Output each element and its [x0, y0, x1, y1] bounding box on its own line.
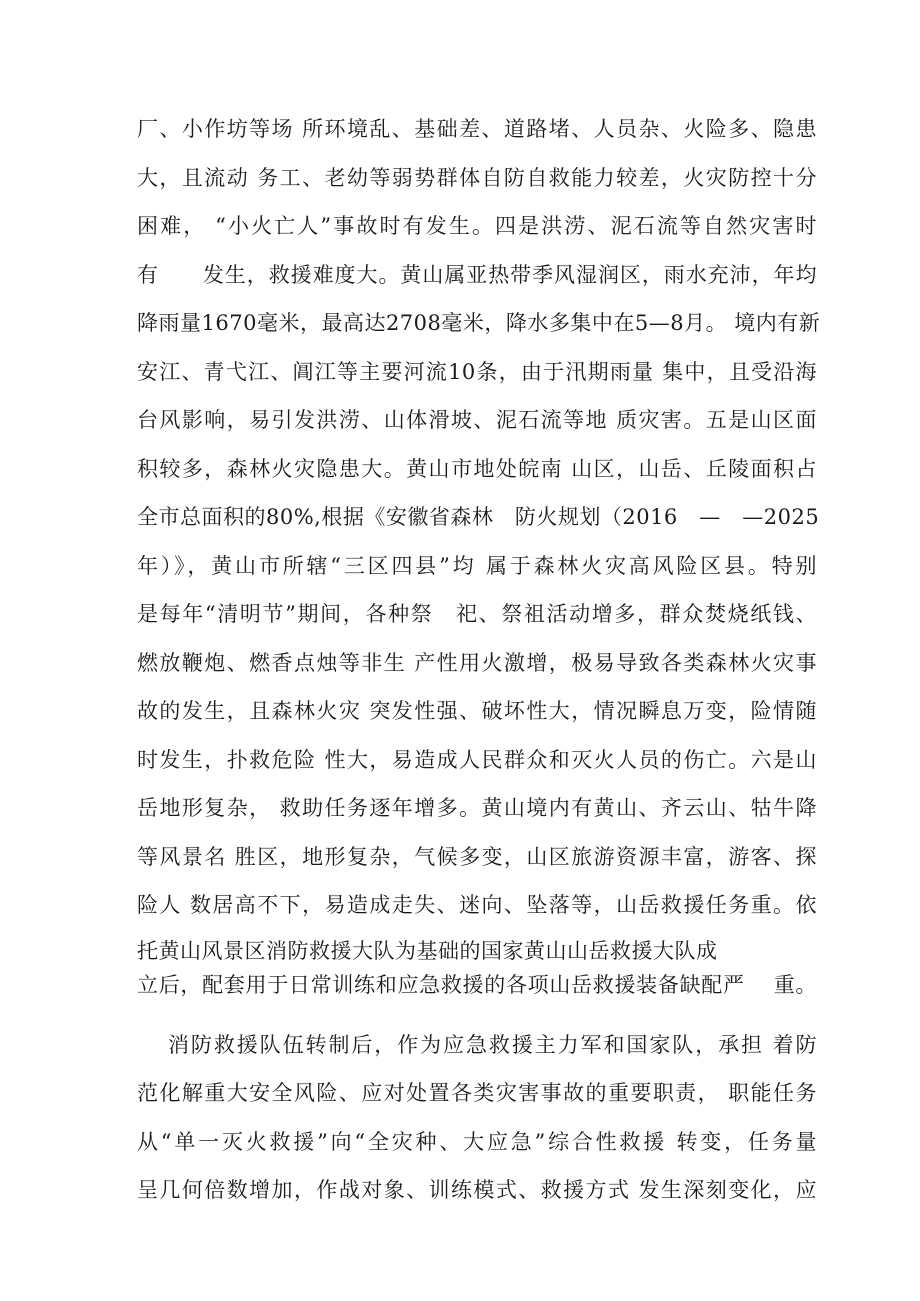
paragraph-2-line-1: 消防救援队伍转制后，作为应急救援主力军和国家队，承担 着防 [168, 1033, 817, 1057]
paragraph-1-line-17: 险人 数居高不下，易造成走失、迷向、坠落等，山岳救援任务重。依 [137, 893, 817, 917]
paragraph-1-line-3: 困难， “小火亡人”事故时有发生。四是洪涝、泥石流等自然灾害时 [137, 214, 817, 238]
paragraph-1-line-13: 故的发生，且森林火灾 突发性强、破坏性大，情况瞬息万变，险情随 [137, 699, 817, 723]
paragraph-1-line-11: 是每年“清明节”期间，各种祭 祀、祭祖活动增多，群众焚烧纸钱、 [137, 602, 817, 626]
paragraph-1-line-9: 全市总面积的80%,根据《安徽省森林 防火规划（2016 — —2025 [137, 505, 820, 529]
paragraph-1-line-14: 时发生，扑救危险 性大，易造成人民群众和灭火人员的伤亡。六是山 [137, 748, 817, 772]
paragraph-1-line-7: 台风影响，易引发洪涝、山体滑坡、泥石流等地 质灾害。五是山区面 [137, 408, 817, 432]
paragraph-2-line-2: 范化解重大安全风险、应对处置各类灾害事故的重要职责， 职能任务 [137, 1081, 817, 1105]
paragraph-1-line-10: 年）》，黄山市所辖“三区四县”均 属于森林火灾高风险区县。特别 [137, 554, 817, 578]
paragraph-1-line-8: 积较多，森林火灾隐患大。黄山市地处皖南 山区，山岳、丘陵面积占 [137, 457, 817, 481]
paragraph-1-line-16: 等风景名 胜区，地形复杂，气候多变，山区旅游资源丰富，游客、探 [137, 845, 817, 869]
paragraph-1-line-19: 立后，配套用于日常训练和应急救援的各项山岳救援装备缺配严 重。 [137, 973, 817, 997]
paragraph-1-line-4: 有 发生，救援难度大。黄山属亚热带季风湿润区，雨水充沛，年均 [137, 263, 817, 287]
paragraph-2-line-3: 从“单一灭火救援”向“全灾种、大应急”综合性救援 转变，任务量 [137, 1130, 817, 1154]
paragraph-1-line-2: 大，且流动 务工、老幼等弱势群体自防自救能力较差，火灾防控十分 [137, 166, 817, 190]
paragraph-1-line-18: 托黄山风景区消防救援大队为基础的国家黄山山岳救援大队成 [137, 939, 718, 963]
paragraph-1-line-6: 安江、青弋江、阊江等主要河流10条，由于汛期雨量 集中，且受沿海 [137, 360, 817, 384]
paragraph-1-line-12: 燃放鞭炮、燃香点烛等非生 产性用火激增，极易导致各类森林火灾事 [137, 651, 817, 675]
paragraph-1-line-5: 降雨量1670毫米，最高达2708毫米，降水多集中在5—8月。 境内有新 [137, 311, 821, 335]
paragraph-1-line-1: 厂、小作坊等场 所环境乱、基础差、道路堵、人员杂、火险多、隐患 [137, 117, 817, 141]
paragraph-1-line-15: 岳地形复杂， 救助任务逐年增多。黄山境内有黄山、齐云山、牯牛降 [137, 796, 817, 820]
paragraph-2-line-4: 呈几何倍数增加，作战对象、训练模式、救援方式 发生深刻变化，应 [137, 1178, 817, 1202]
